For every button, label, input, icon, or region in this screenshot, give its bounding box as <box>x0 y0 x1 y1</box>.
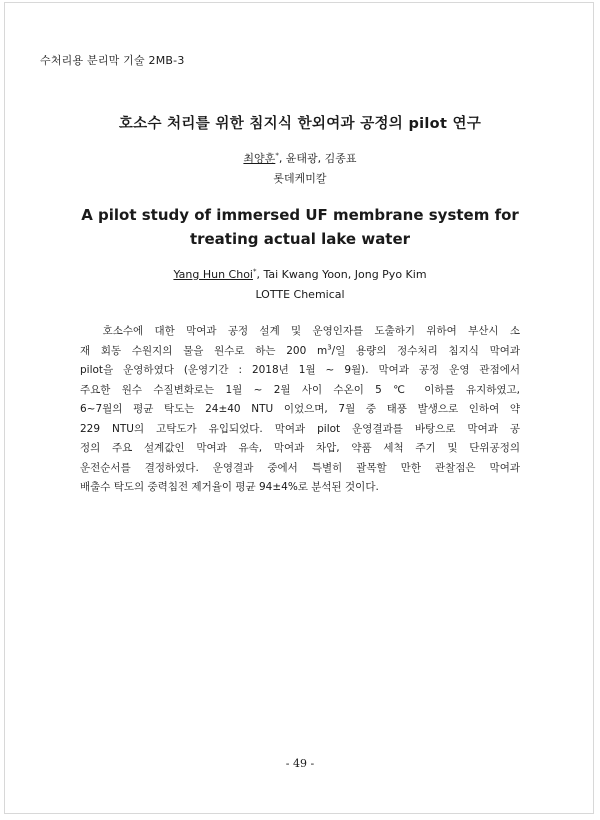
abstract-line: 6~7월의 평균 탁도는 24±40 NTU 이었으며, 7월 중 태풍 발생으로 인하여 약 <box>80 403 520 415</box>
english-title-line2: treating actual lake water <box>189 230 411 248</box>
korean-authors <box>0 150 600 166</box>
korean-presenting-author: 최양훈 <box>243 152 276 165</box>
abstract-line: 배출수 탁도의 중력침전 제거율이 평균 94±4%로 분석된 것이다. <box>80 481 379 493</box>
abstract-line: pilot을 운영하였다 (운영기간 : 2018년 1월 ~ 9월). 막여과 공정 운영 관점에서 <box>80 364 520 376</box>
english-authors <box>0 268 600 281</box>
english-coauthors: , Tai Kwang Yoon, Jong Pyo Kim <box>256 268 427 281</box>
abstract-line: 229 NTU의 고탁도가 유입되었다. 막여과 pilot 운영결과를 바탕으로 막여과 공 <box>80 422 520 435</box>
cubic-superscript: 3 <box>327 343 332 351</box>
session-code: 수처리용 분리막 기술 2MB-3 <box>40 54 185 67</box>
corresponding-mark: * <box>275 151 279 160</box>
corresponding-mark: * <box>252 267 257 276</box>
english-presenting-author: Yang Hun Choi <box>173 268 253 281</box>
abstract-body <box>80 322 520 498</box>
abstract-line: 재 회동 수원지의 물을 원수로 하는 200 $m^3/$일 용량의 정수처리 침지식 막여과 <box>80 343 521 357</box>
abstract-line: 운전순서를 결정하였다. 운영결과 중에서 특별히 괄목할 만한 관찰점은 막여과 <box>80 461 520 474</box>
english-title <box>0 203 600 251</box>
english-title-line1: A pilot study of immersed UF membrane system for <box>81 206 519 224</box>
korean-affiliation: 롯데케미칼 <box>273 172 327 185</box>
abstract-line: 정의 주요 설계값인 막여과 유속, 막여과 차압, 약품 세척 주기 및 단위공정의 <box>80 442 520 454</box>
abstract-line: 주요한 원수 수질변화로는 1월 ~ 2월 사이 수온이 5 ℃ 이하를 유지하였고, <box>80 383 520 396</box>
korean-coauthors: , 윤태광, 김종표 <box>278 152 357 165</box>
english-affiliation: LOTTE Chemical <box>255 288 345 301</box>
abstract-line: 호소수에 대한 막여과 공정 설계 및 운영인자를 도출하기 위하여 부산시 소 <box>102 325 520 337</box>
korean-title: 호소수 처리를 위한 침지식 한외여과 공정의 pilot 연구 <box>118 116 482 132</box>
page-number: - 49 - <box>285 757 315 770</box>
